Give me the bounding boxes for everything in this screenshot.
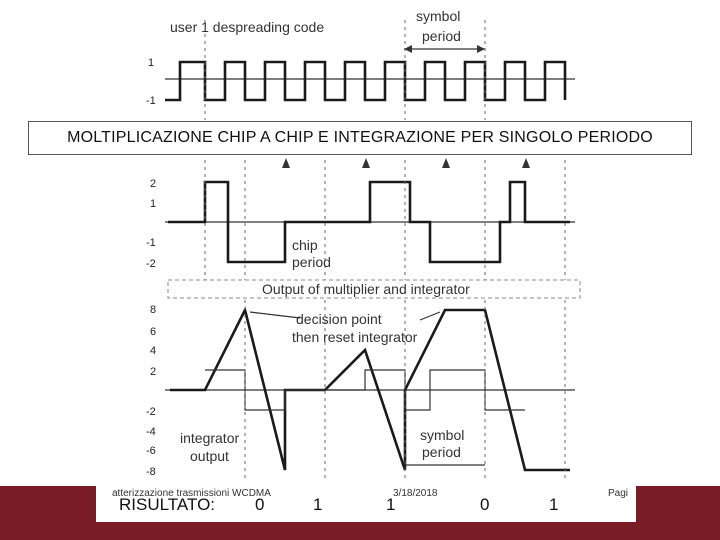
result-bit-1: 0 [255, 495, 265, 514]
footer-date: 3/18/2018 [393, 488, 438, 499]
integrator-output-label-2: output [190, 448, 229, 464]
marker-arrow-icon [362, 158, 370, 168]
symbol-period-bottom-2: period [422, 444, 461, 460]
despreading-code-label: user 1 despreading code [170, 19, 325, 35]
overlay-banner [28, 121, 692, 155]
decision-point-label: decision point [296, 311, 382, 327]
int-tick-2: 2 [150, 366, 157, 378]
symbol-period-label-top-2: period [422, 28, 461, 44]
result-bit-3: 1 [386, 495, 396, 514]
result-bit-4: 0 [480, 495, 490, 514]
banner-text: MOLTIPLICAZIONE CHIP A CHIP E INTEGRAZIONE PER SINGOLO PERIODO [67, 129, 653, 146]
result-bit-2: 1 [313, 495, 323, 514]
mult-tick-minus1: -1 [146, 237, 156, 249]
despreading-code-wave [165, 62, 565, 100]
mult-tick-1: 1 [150, 198, 157, 210]
int-tick-8: 8 [150, 304, 157, 316]
int-tick-minus2: -2 [146, 406, 156, 418]
output-caption: Output of multiplier and integrator [262, 281, 470, 297]
footer-page-number: Pagi [608, 488, 629, 499]
int-tick-minus6: -6 [146, 445, 156, 457]
marker-arrow-icon [522, 158, 530, 168]
int-tick-6: 6 [150, 326, 157, 338]
int-tick-minus8: -8 [146, 466, 156, 478]
pointer-line [420, 312, 440, 320]
multiplier-output-wave [168, 182, 570, 262]
integrator-output-label: integrator [180, 430, 240, 446]
chip-period-label: chip [292, 237, 318, 253]
pointer-line [250, 312, 300, 318]
footer-doc-title: atterizzazione trasmissioni WCDMA [112, 488, 271, 499]
marker-arrow-icon [442, 158, 450, 168]
symbol-period-label-top: symbol [416, 8, 461, 24]
code-tick-minus1: -1 [146, 95, 156, 107]
chip-period-label-2: period [292, 254, 331, 270]
mult-tick-2: 2 [150, 178, 157, 190]
mult-tick-minus2: -2 [146, 258, 156, 270]
marker-arrow-icon [282, 158, 290, 168]
symbol-period-bottom: symbol [420, 427, 465, 443]
int-tick-4: 4 [150, 345, 157, 357]
arrow-right-icon [477, 45, 485, 53]
decision-point-label-2: then reset integrator [292, 329, 418, 345]
result-label: RISULTATO: [119, 495, 216, 514]
code-tick-1: 1 [148, 57, 155, 69]
int-tick-minus4: -4 [146, 426, 156, 438]
result-bit-5: 1 [549, 495, 559, 514]
